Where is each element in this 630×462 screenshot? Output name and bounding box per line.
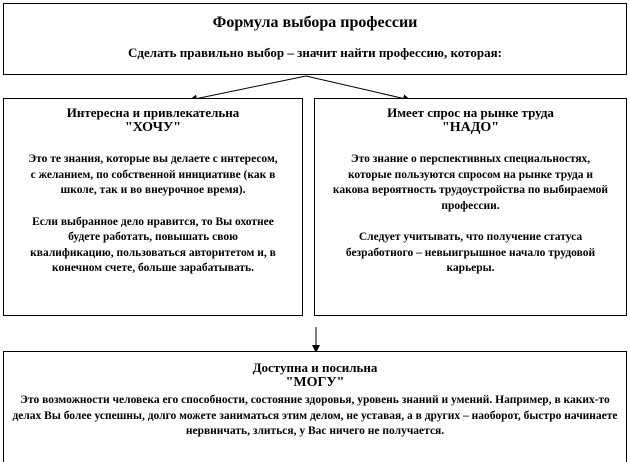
- arrow-to-right-box: [306, 76, 410, 100]
- want-paragraph-2: Если выбранное дело нравится, то Вы охотнее будете работать, повышать свою квалификацию, пользоваться авторитетом и, в конечном счете, больше зарабатывать.: [30, 215, 276, 274]
- need-heading: Имеет спрос на рынке труда: [387, 105, 554, 120]
- want-heading: Интересна и привлекательна: [66, 105, 240, 120]
- can-paragraph: Это возможности человека его способности, состояние здоровья, уровень знаний и умений. Например, в каких-то делах Вы более успешны, долго можете заниматься этим делом, не уставая, а в других – наоборот, быстро начинаете нервничать, злиться, у Вас ничего не получается.: [12, 394, 618, 437]
- formula-header-box: [3, 3, 627, 75]
- arrow-to-left-box: [190, 76, 306, 100]
- want-keyword: "ХОЧУ": [124, 120, 182, 135]
- can-keyword: "МОГУ": [285, 375, 345, 390]
- want-paragraph-1: Это те знания, которые вы делаете с интересом, с желанием, по собственной инициативе (как в школе, так и во внеурочное время).: [28, 153, 278, 196]
- need-paragraph-1: Это знание о перспективных специальностях, которые пользуются спросом на рынке труда и какова вероятность трудоустройства по выбираемой профессии.: [332, 153, 609, 212]
- need-keyword: "НАДО": [441, 120, 500, 135]
- need-paragraph-2: Следует учитывать, что получение статуса безработного – невыигрышное начало трудовой карьеры.: [345, 231, 596, 274]
- diagram-title: Формула выбора профессии: [212, 14, 418, 31]
- want-box: [3, 98, 303, 316]
- need-box: [314, 98, 627, 316]
- can-box: [3, 351, 627, 462]
- diagram-subtitle: Сделать правильно выбор – значит найти профессию, которая:: [128, 45, 502, 60]
- can-heading: Доступна и посильна: [252, 360, 378, 375]
